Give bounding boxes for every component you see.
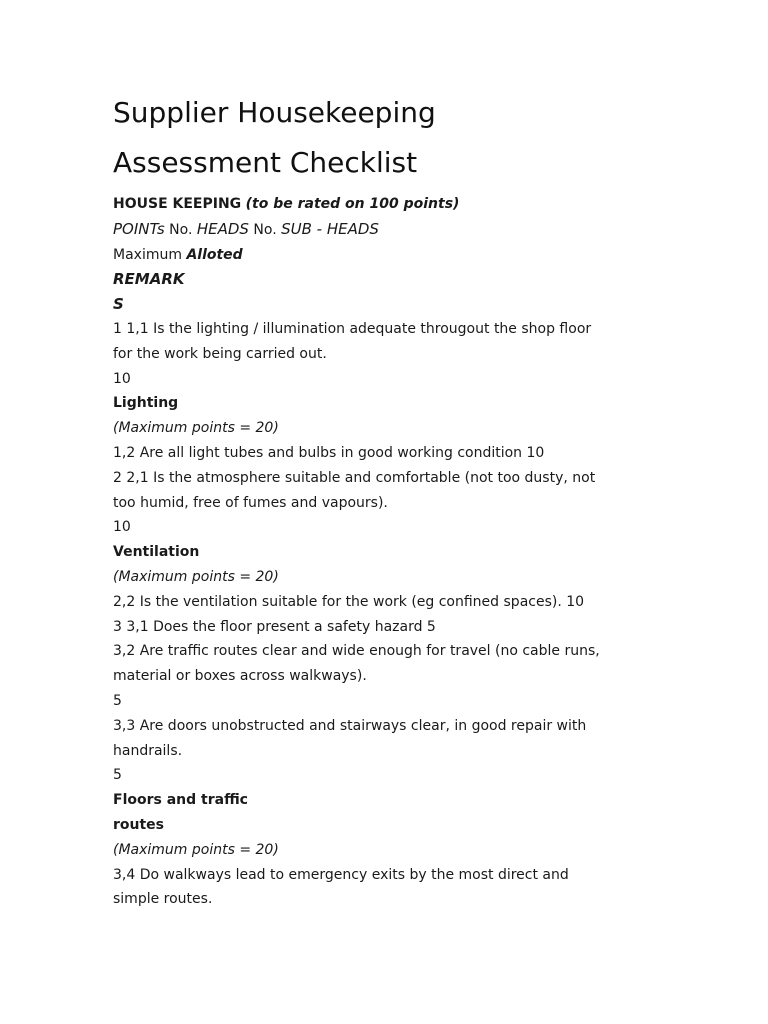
- no-label-2: No.: [248, 221, 282, 238]
- item-1-1-points: 10: [113, 370, 131, 387]
- ventilation-max-points: (Maximum points = 20): [113, 568, 279, 585]
- maximum-label: Maximum: [113, 246, 187, 263]
- subheads-header: SUB - HEADS: [281, 219, 379, 238]
- item-3-3-points: 5: [113, 767, 122, 784]
- remarks-header-line-2: S: [113, 295, 124, 314]
- item-1-2: 1,2 Are all light tubes and bulbs in good working condition 10: [113, 444, 545, 461]
- item-2-1-points: 10: [113, 519, 131, 536]
- item-1-1-line-2: for the work being carried out.: [113, 345, 327, 362]
- item-3-2-line-1: 3,2 Are traffic routes clear and wide enough for travel (no cable runs,: [113, 643, 600, 660]
- item-2-2: 2,2 Is the ventilation suitable for the work (eg confined spaces). 10: [113, 593, 585, 610]
- lighting-max-points: (Maximum points = 20): [113, 420, 279, 437]
- document-title-line-2: Assessment Checklist: [113, 146, 418, 179]
- item-3-3-line-1: 3,3 Are doors unobstructed and stairways clear, in good repair with: [113, 717, 587, 734]
- rating-note: (to be rated on 100 points): [245, 196, 460, 212]
- item-3-4-line-1: 3,4 Do walkways lead to emergency exits by the most direct and: [113, 866, 569, 883]
- remarks-header-line-1: REMARK: [113, 270, 185, 289]
- item-3-3-line-2: handrails.: [113, 742, 183, 759]
- document-page: [113, 88, 633, 912]
- section-heading-floors-line-2: routes: [113, 816, 165, 833]
- section-heading-lighting: Lighting: [113, 395, 179, 412]
- floors-max-points: (Maximum points = 20): [113, 841, 279, 858]
- item-3-4-line-2: simple routes.: [113, 891, 213, 908]
- housekeeping-label: HOUSE KEEPING: [113, 196, 242, 212]
- section-heading-ventilation: Ventilation: [113, 544, 200, 561]
- no-label-1: No.: [164, 221, 197, 238]
- document-title-line-1: Supplier Housekeeping: [113, 96, 436, 129]
- item-1-1-line-1: 1 1,1 Is the lighting / illumination adequate througout the shop floor: [113, 320, 592, 337]
- maximum-alloted-row: [113, 243, 633, 268]
- heads-header: HEADS: [196, 219, 249, 238]
- item-3-1: 3 3,1 Does the floor present a safety hazard 5: [113, 618, 436, 635]
- item-3-2-line-2: material or boxes across walkways).: [113, 668, 367, 685]
- housekeeping-heading: [113, 192, 633, 217]
- points-header: POINTs: [113, 219, 165, 238]
- item-2-1-line-1: 2 2,1 Is the atmosphere suitable and comfortable (not too dusty, not: [113, 469, 596, 486]
- alloted-label: Alloted: [186, 246, 243, 263]
- column-headers-row: [113, 217, 633, 243]
- section-heading-floors-line-1: Floors and traffic: [113, 792, 248, 809]
- item-2-1-line-2: too humid, free of fumes and vapours).: [113, 494, 388, 511]
- item-3-2-points: 5: [113, 692, 122, 709]
